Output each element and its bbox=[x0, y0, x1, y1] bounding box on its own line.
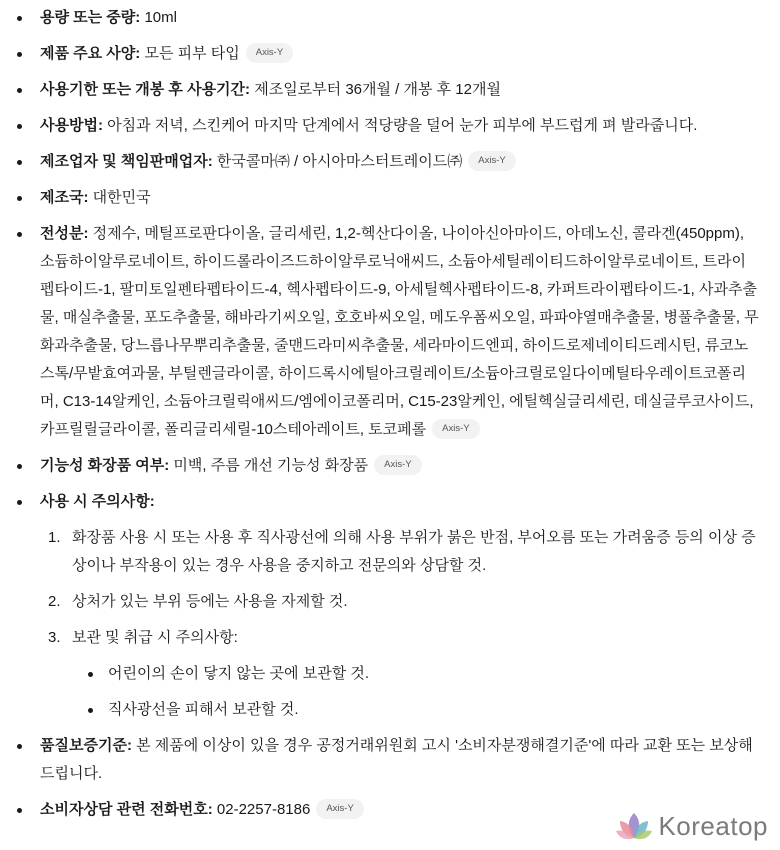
caution-text: 상처가 있는 부위 등에는 사용을 자제할 것. bbox=[72, 593, 348, 610]
lotus-icon bbox=[614, 810, 654, 842]
storage-item: 어린이의 손이 닿지 않는 곳에 보관할 것. bbox=[72, 660, 760, 688]
list-item-skin-type bbox=[0, 40, 760, 68]
spec-key: 기능성 화장품 여부: bbox=[40, 457, 170, 474]
spec-list bbox=[0, 4, 760, 824]
spec-key: 제조업자 및 책임판매업자: bbox=[40, 153, 213, 170]
spec-key: 제조국: bbox=[40, 189, 89, 206]
logo-text: Koreatop bbox=[658, 811, 768, 841]
list-item-functional bbox=[0, 452, 760, 480]
spec-value: 본 제품에 이상이 있을 경우 공정거래위원회 고시 '소비자분쟁해결기준'에 따라 교환 또는 보상해드립니다. bbox=[40, 737, 753, 782]
list-item-cautions bbox=[0, 488, 760, 724]
spec-value: 대한민국 bbox=[88, 189, 151, 206]
caution-item bbox=[40, 588, 760, 616]
spec-key: 전성분: bbox=[40, 225, 89, 242]
caution-list bbox=[40, 524, 760, 724]
list-item-country bbox=[0, 184, 760, 212]
spec-value: 정제수, 메틸프로판다이올, 글리세린, 1,2-헥산다이올, 나이아신아마이드, 아데노신, 콜라겐(450ppm), 소듐하이알루로네이트, 하이드롤라이즈드하이알루로닉애씨드, 소듐아세틸레이티드하이알루로네이트, 트라이펩타이드-1, 팔미토일펜타펩타이드-4, 헥사펩타이드-9, 아세틸헥사펩타이드-8, 카퍼트라이펩타이드-1, 사과추출물, 매실추출물, 포도추출물, 해바라기씨오일, 호호바씨오일, 메도우폼씨오일, 파파야열매추출물, 병풀추출물, 무화과추출물, 당느릅나무뿌리추출물, 줄맨드라미씨추출물, 세라마이드엔피, 하이드로제네이티드레시틴, 류코노스톡/무밭효여과물, 부틸렌글라이콜, 하이드록시에틸아크릴레이트/소듐아크릴로일다이메틸타우레이트코폴리머, C13-14알케인, 소듐아크릴릭애씨드/엠에이코폴리머, C15-23알케인, 에틸헥실글리세린, 데실글루코사이드, 카프릴릴글라이콜, 폴리글리세릴-10스테아레이트, 토코페롤 bbox=[40, 225, 759, 438]
spec-key: 품질보증기준: bbox=[40, 737, 132, 754]
caution-text: 보관 및 취급 시 주의사항: bbox=[72, 629, 238, 646]
spec-value: 02-2257-8186 bbox=[212, 801, 311, 818]
source-badge[interactable]: Axis-Y bbox=[432, 419, 479, 439]
source-badge[interactable]: Axis-Y bbox=[374, 455, 421, 475]
caution-text: 화장품 사용 시 또는 사용 후 직사광선에 의해 사용 부위가 붉은 반점, 부어오름 또는 가려움증 등의 이상 증상이나 부작용이 있는 경우 사용을 중지하고 전문의와 상담할 것. bbox=[72, 529, 756, 574]
list-item-volume bbox=[0, 4, 760, 32]
source-badge[interactable]: Axis-Y bbox=[316, 799, 363, 819]
spec-key: 사용기한 또는 개봉 후 사용기간: bbox=[40, 81, 251, 98]
storage-item: 직사광선을 피해서 보관할 것. bbox=[72, 696, 760, 724]
spec-key: 소비자상담 관련 전화번호: bbox=[40, 801, 213, 818]
source-badge[interactable]: Axis-Y bbox=[468, 151, 515, 171]
spec-value: 모든 피부 타입 bbox=[140, 45, 240, 62]
spec-key: 사용 시 주의사항: bbox=[40, 493, 155, 510]
spec-value: 한국콜마㈜ / 아시아마스터트레이드㈜ bbox=[212, 153, 463, 170]
spec-value: 10ml bbox=[140, 9, 177, 26]
spec-key: 제품 주요 사양: bbox=[40, 45, 141, 62]
spec-value: 미백, 주름 개선 기능성 화장품 bbox=[169, 457, 369, 474]
spec-key: 사용방법: bbox=[40, 117, 103, 134]
caution-item bbox=[40, 624, 760, 724]
caution-number: 3. bbox=[48, 629, 61, 646]
list-item-warranty bbox=[0, 732, 760, 788]
product-info bbox=[0, 4, 760, 832]
list-item-usage bbox=[0, 112, 760, 140]
koreatop-logo bbox=[614, 810, 768, 842]
storage-list bbox=[72, 660, 760, 724]
spec-value: 아침과 저녁, 스킨케어 마지막 단계에서 적당량을 덜어 눈가 피부에 부드럽게 펴 발라줍니다. bbox=[102, 117, 698, 134]
caution-number: 2. bbox=[48, 593, 61, 610]
source-badge[interactable]: Axis-Y bbox=[246, 43, 293, 63]
caution-number: 1. bbox=[48, 529, 61, 546]
list-item-expiry bbox=[0, 76, 760, 104]
spec-value: 제조일로부터 36개월 / 개봉 후 12개월 bbox=[250, 81, 501, 98]
list-item-ingredients bbox=[0, 220, 760, 444]
spec-key: 용량 또는 중량: bbox=[40, 9, 141, 26]
list-item-manufacturer bbox=[0, 148, 760, 176]
caution-item bbox=[40, 524, 760, 580]
